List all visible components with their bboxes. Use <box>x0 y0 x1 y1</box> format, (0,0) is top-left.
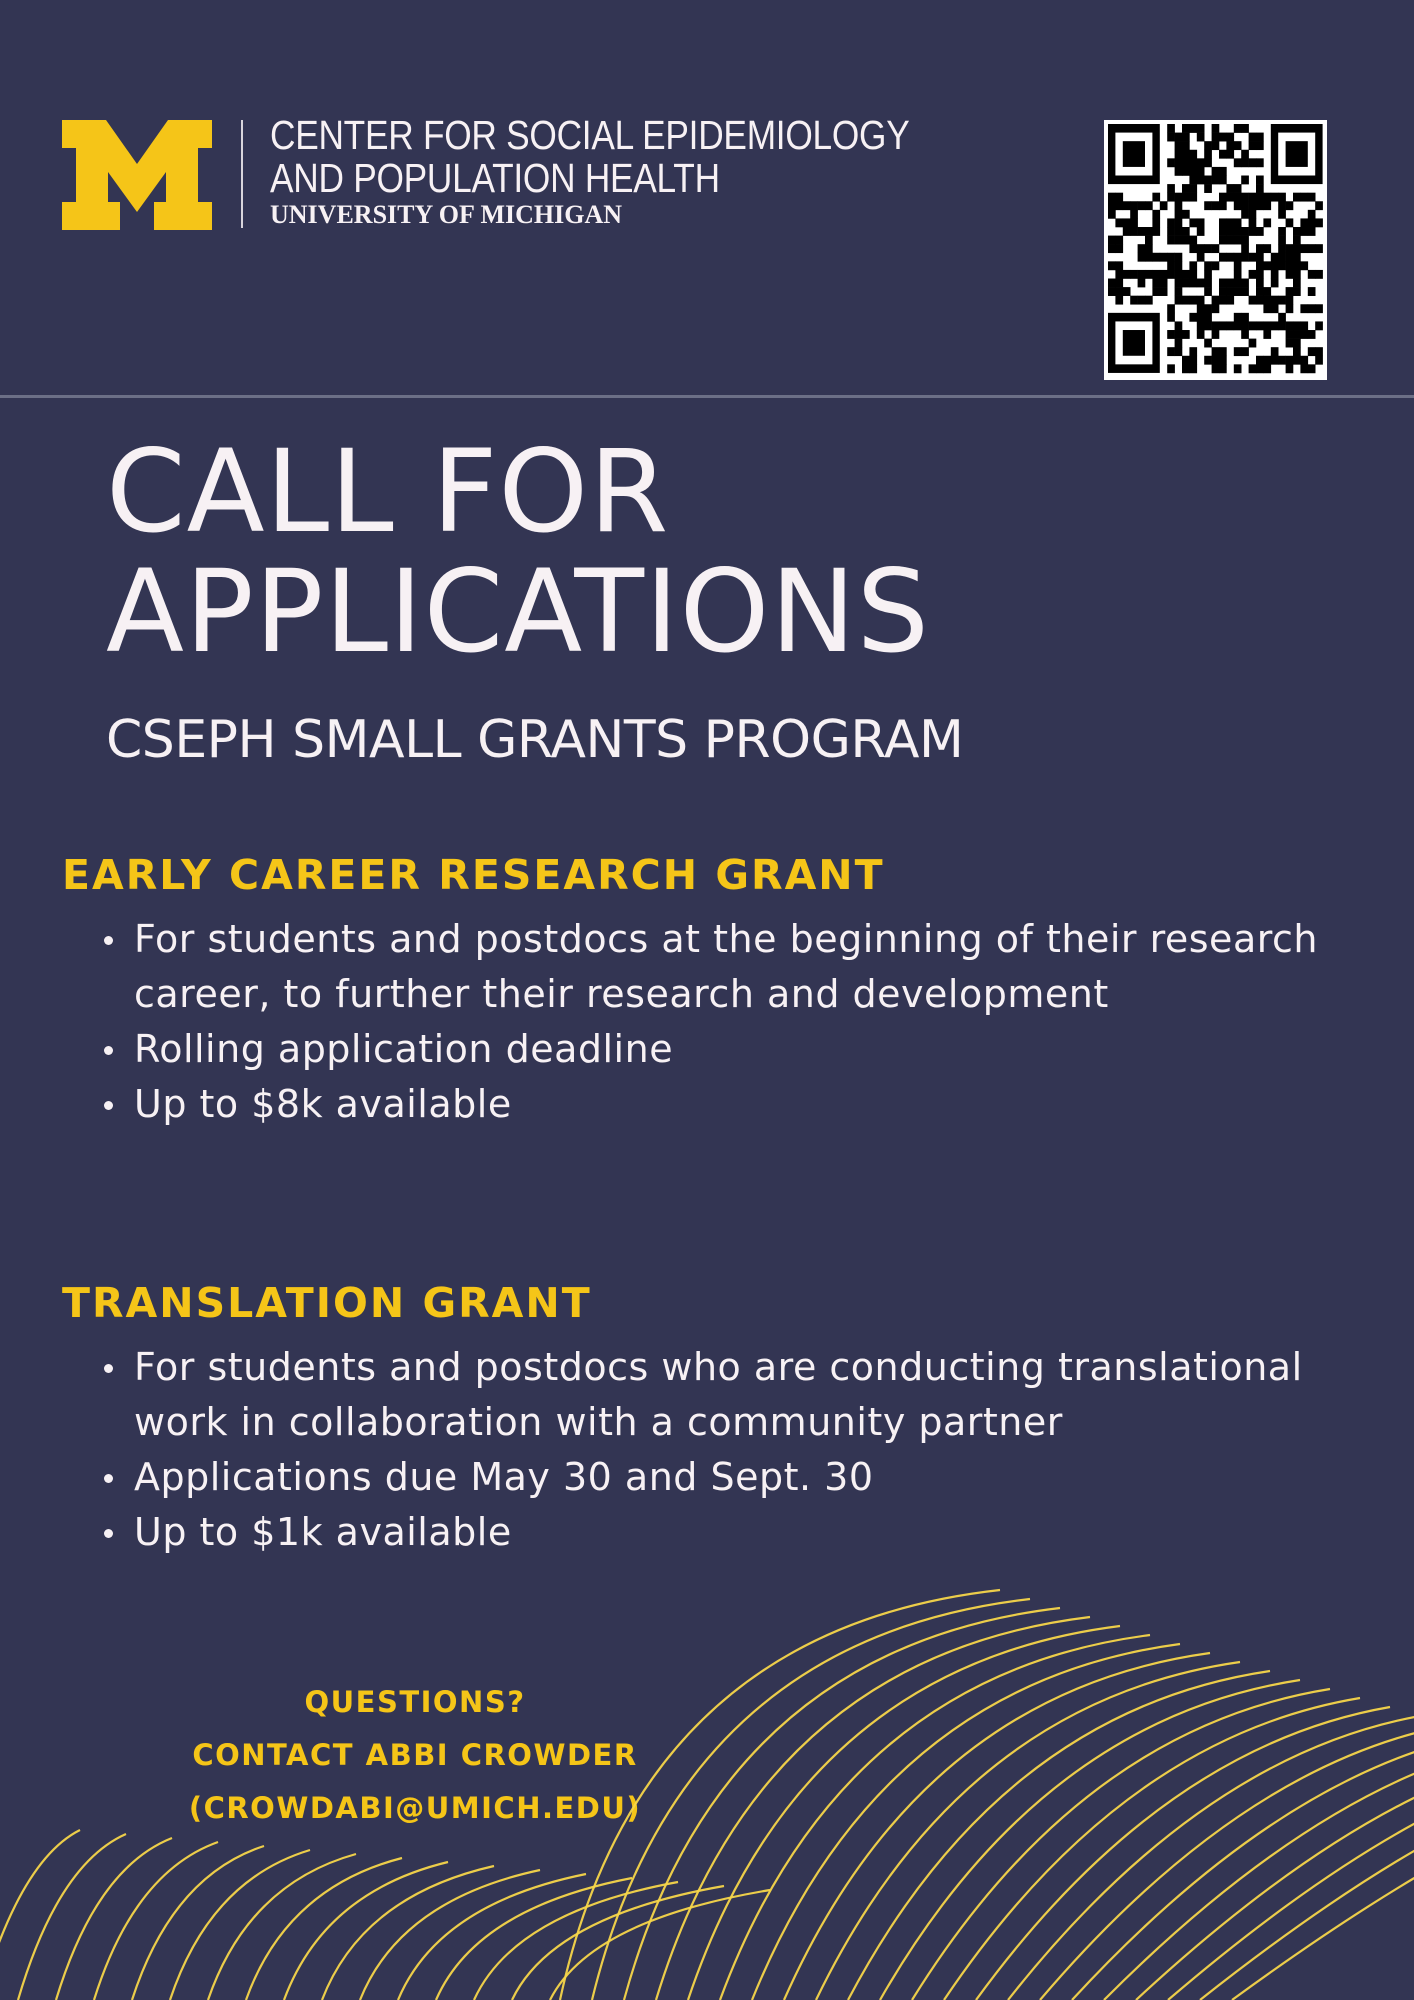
org-name <box>270 114 1014 230</box>
block-m-logo-icon <box>62 120 212 230</box>
program-subtitle: CSEPH SMALL GRANTS PROGRAM <box>106 710 964 770</box>
early-career-grant-section <box>62 848 1362 1132</box>
qr-code-icon[interactable] <box>1104 120 1327 380</box>
org-name-line-2: AND POPULATION HEALTH <box>270 155 720 201</box>
contact-email[interactable]: (CROWDABI@UMICH.EDU) <box>188 1791 642 1825</box>
page-title <box>106 425 930 678</box>
list-item: For students and postdocs who are conducting translational work in collaboration with a community partner <box>134 1340 1362 1450</box>
title-line-2: APPLICATIONS <box>106 545 930 678</box>
title-line-1: CALL FOR <box>106 425 670 558</box>
logo-divider <box>241 120 243 228</box>
list-item: Up to $1k available <box>134 1505 1362 1560</box>
header-divider <box>0 395 1414 398</box>
section-heading: TRANSLATION GRANT <box>62 1279 592 1327</box>
list-item: Applications due May 30 and Sept. 30 <box>134 1450 1362 1505</box>
list-item: Rolling application deadline <box>134 1022 1362 1077</box>
header <box>0 0 1414 396</box>
bullet-list <box>62 912 1362 1132</box>
org-name-line-1: CENTER FOR SOCIAL EPIDEMIOLOGY <box>270 112 910 158</box>
contact-question: QUESTIONS? <box>304 1685 526 1719</box>
contact-name: CONTACT ABBI CROWDER <box>192 1738 638 1772</box>
section-heading: EARLY CAREER RESEARCH GRANT <box>62 851 885 899</box>
wave-lines-decoration <box>0 1570 1414 2000</box>
bullet-list <box>62 1340 1362 1560</box>
list-item: Up to $8k available <box>134 1077 1362 1132</box>
translation-grant-section <box>62 1276 1362 1560</box>
list-item: For students and postdocs at the beginning of their research career, to further their research and development <box>134 912 1362 1022</box>
university-name: UNIVERSITY OF MICHIGAN <box>270 200 622 229</box>
